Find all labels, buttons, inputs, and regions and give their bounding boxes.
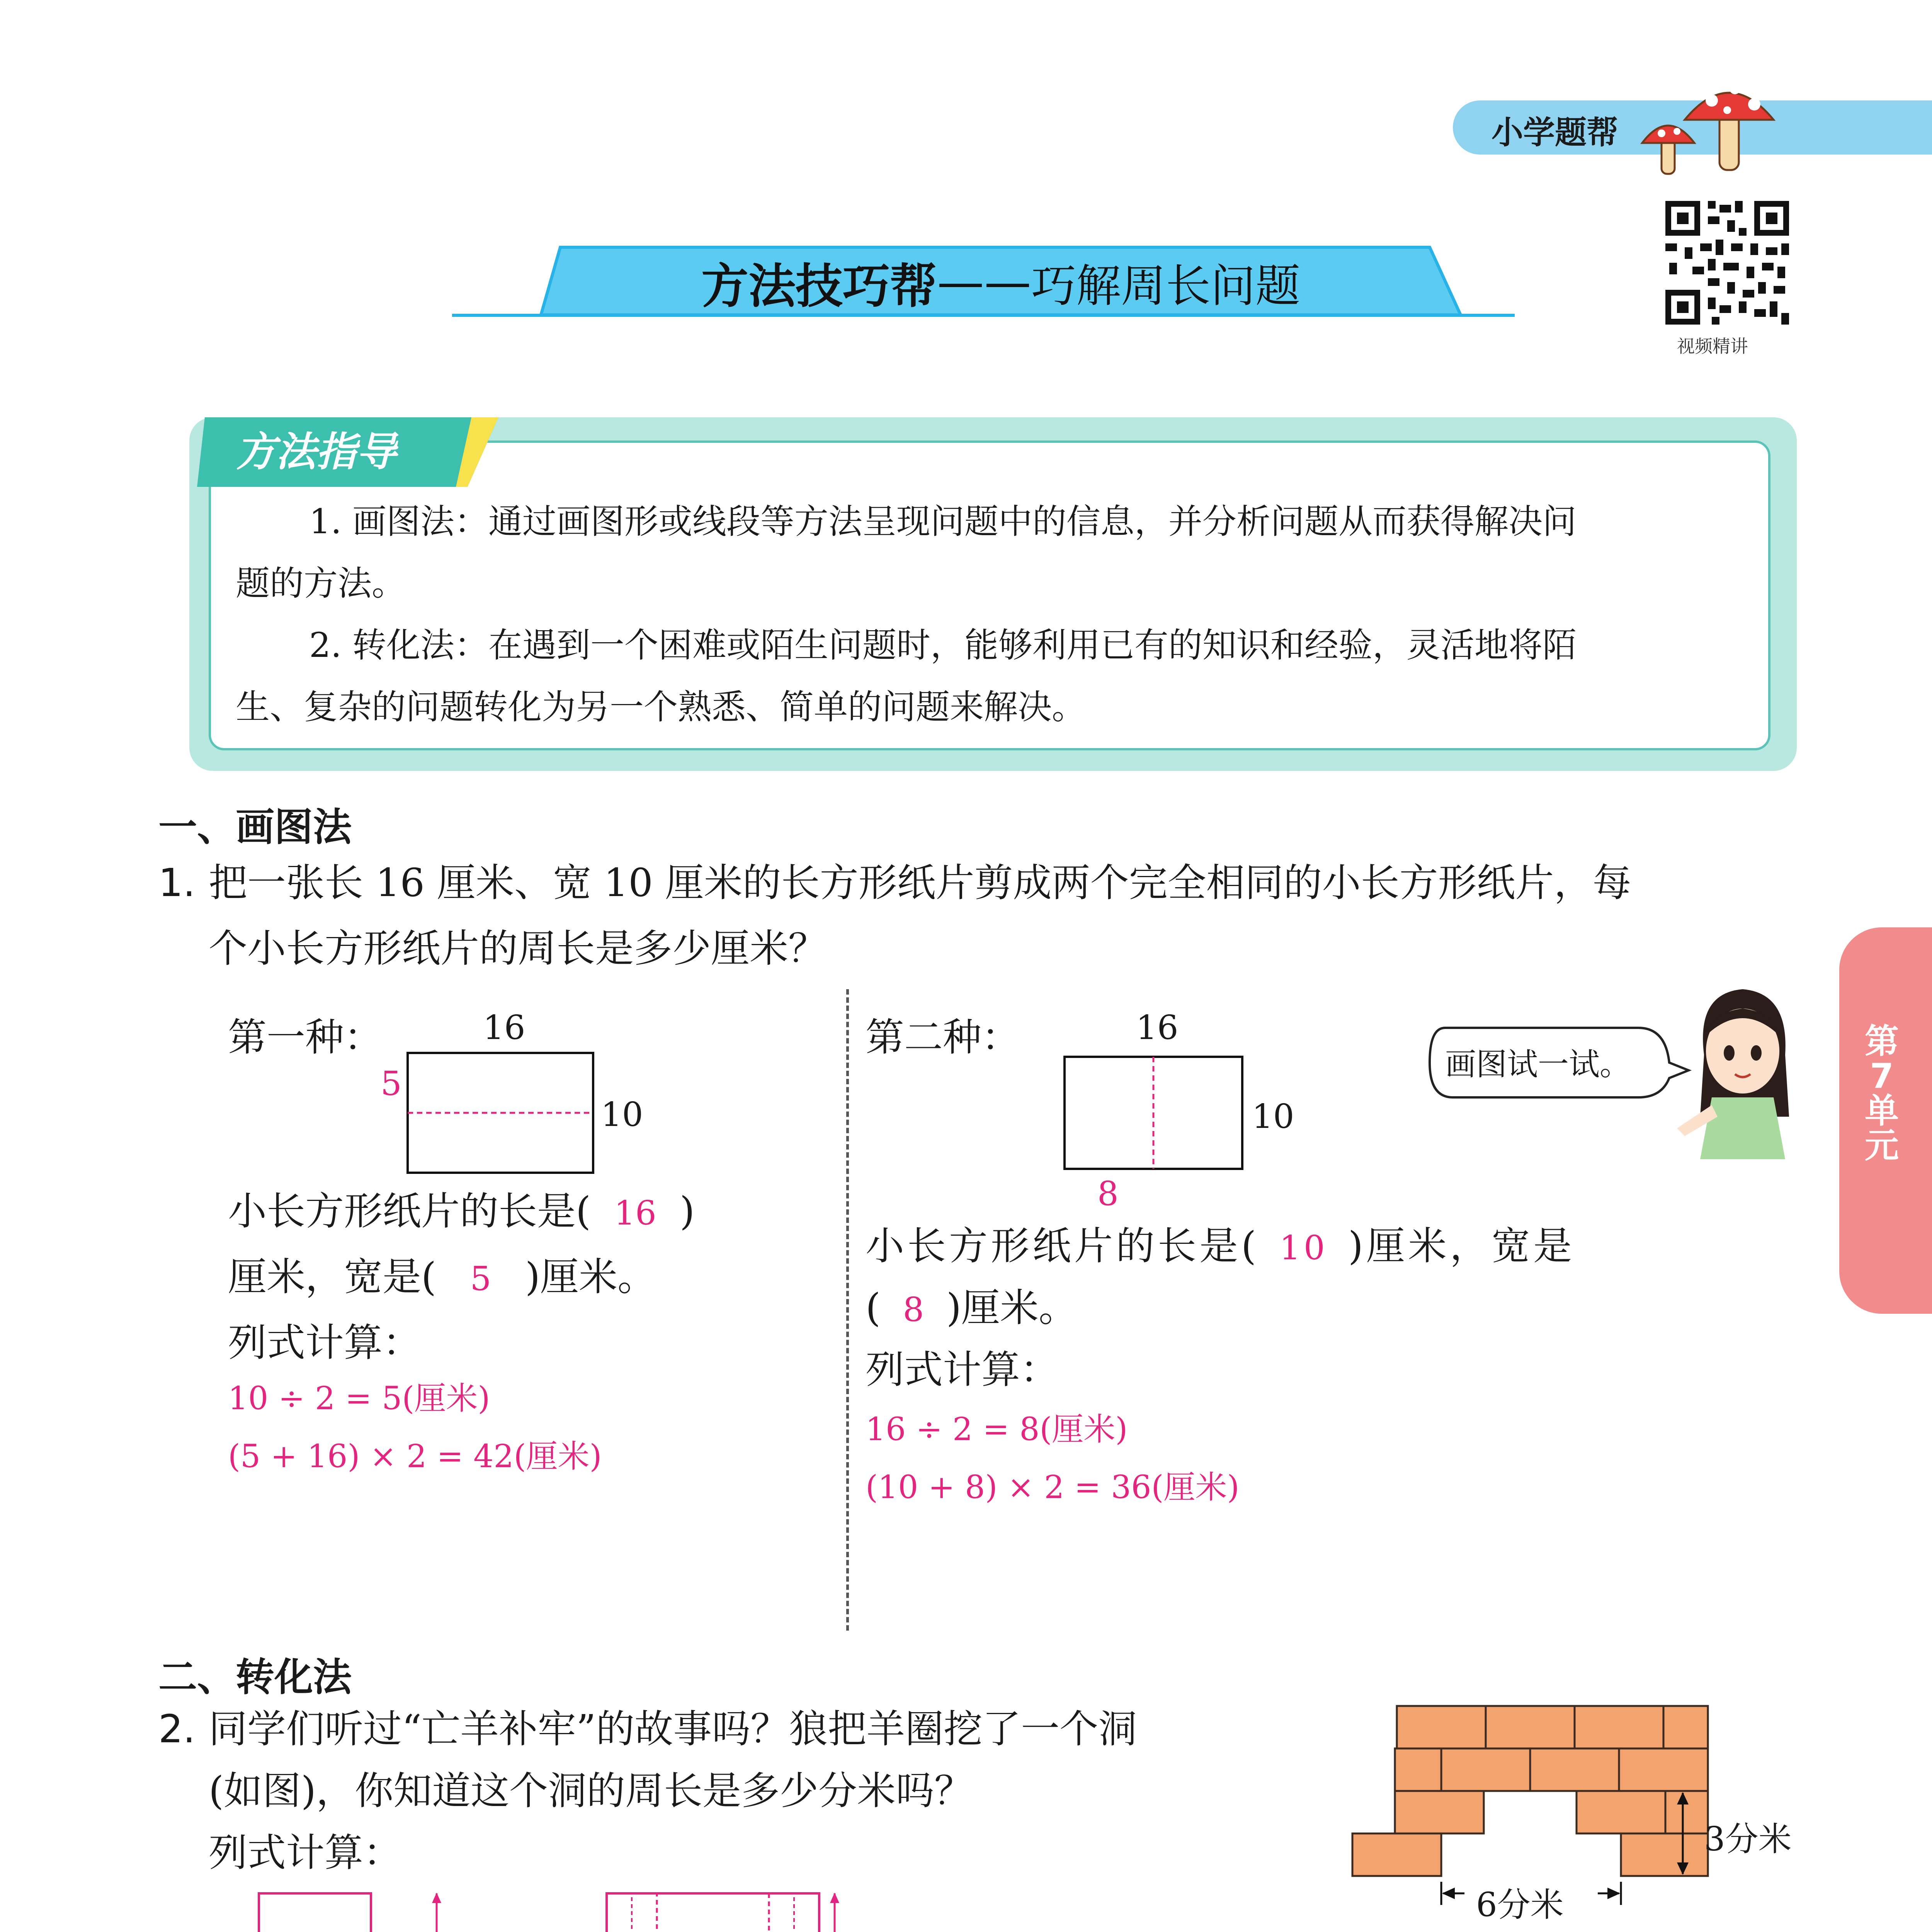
- girl-illustration-icon: [1662, 978, 1824, 1159]
- guide-paragraph-2a: 2. 转化法：在遇到一个困难或陌生问题时，能够利用已有的知识和经验，灵活地将陌: [309, 625, 1577, 665]
- q1-right-dim-bottom: 8: [1097, 1175, 1119, 1213]
- q1-line2: 个小长方形纸片的周长是多少厘米？: [209, 926, 827, 971]
- q1-right-rectangle: [1063, 1055, 1244, 1171]
- wall-width-label: 6分米: [1476, 1886, 1564, 1924]
- q1-left-dim-top: 16: [483, 1009, 526, 1047]
- q1-left-dim-right: 10: [601, 1095, 643, 1134]
- title-main: 方法技巧帮: [701, 259, 937, 314]
- section1-heading: 一、画图法: [158, 804, 352, 850]
- q1-right-sentence1: [866, 1217, 1575, 1277]
- q2-sketch-original: [205, 1889, 452, 1932]
- q1-left-dim-left: 5: [381, 1065, 402, 1103]
- title-dash: ——: [937, 255, 1031, 310]
- q1-left-sentence1: [228, 1182, 846, 1242]
- tab-line4: 元: [1864, 1126, 1899, 1165]
- q1-right-sentence2: [866, 1279, 1077, 1339]
- brand-label: 小学题帮: [1492, 114, 1619, 151]
- q2-calc-label: 列式计算：: [209, 1830, 402, 1875]
- q1-right-calc2: (10 + 8) × 2 = 36(厘米): [866, 1469, 1240, 1506]
- q1-right-calc1: 16 ÷ 2 = 8(厘米): [866, 1411, 1128, 1448]
- q1-right-dim-top: 16: [1136, 1009, 1179, 1047]
- q2-line1: 同学们听过“亡羊补牢”的故事吗？狼把羊圈挖了一个洞: [209, 1706, 1137, 1752]
- q1-right-answer-length: 10: [1279, 1229, 1328, 1267]
- q1-left-calc1: 10 ÷ 2 = 5(厘米): [228, 1380, 490, 1417]
- q1-left-answer-width: 5: [470, 1260, 492, 1298]
- q1-left-answer-length: 16: [614, 1194, 656, 1233]
- q1-left-calc2: (5 + 16) × 2 = 42(厘米): [228, 1438, 602, 1475]
- tab-line2: 7: [1870, 1056, 1894, 1096]
- q2-number: 2.: [158, 1706, 196, 1752]
- tab-line1: 第: [1864, 1021, 1899, 1061]
- qr-caption: 视频精讲: [1677, 336, 1748, 357]
- q2-sketch-height-1: [448, 1930, 515, 1932]
- q1-right-answer-width: 8: [903, 1291, 924, 1329]
- guide-paragraph-1b: 题的方法。: [236, 563, 406, 603]
- q1-right-text1b: )厘米，宽是: [1348, 1223, 1575, 1269]
- wall-height-label: 3分米: [1704, 1820, 1792, 1859]
- q1-left-sentence2: [228, 1248, 656, 1308]
- qr-code-icon: [1662, 197, 1793, 328]
- q1-right-dim-right: 10: [1252, 1097, 1294, 1136]
- q1-left-rectangle: [406, 1051, 595, 1175]
- unit-side-tab: [1839, 927, 1932, 1314]
- q1-left-calc-label: 列式计算：: [228, 1320, 421, 1365]
- q1-left-text1a: 小长方形纸片的长是(: [228, 1189, 591, 1234]
- q1-number: 1.: [158, 860, 196, 905]
- guide-paragraph-2b: 生、复杂的问题转化为另一个熟悉、简单的问题来解决。: [236, 687, 1086, 727]
- section2-heading: 二、转化法: [158, 1655, 352, 1700]
- q1-right-label: 第二种：: [866, 1015, 1020, 1060]
- speech-bubble-text: 画图试一试。: [1445, 1046, 1631, 1082]
- q1-right-text2a: (: [866, 1285, 881, 1330]
- guide-paragraph-1a: 1. 画图法：通过画图形或线段等方法呈现问题中的信息，并分析问题从而获得解决问: [309, 502, 1577, 541]
- title-text: [537, 247, 1464, 317]
- q1-left-text2b: )厘米。: [525, 1254, 656, 1299]
- q1-right-text1a: 小长方形纸片的长是(: [866, 1223, 1260, 1269]
- q1-right-text2b: )厘米。: [946, 1285, 1078, 1330]
- q2-sketch-height-2: [846, 1930, 913, 1932]
- q1-line1: 把一张长 16 厘米、宽 10 厘米的长方形纸片剪成两个完全相同的小长方形纸片，每: [209, 860, 1631, 905]
- q2-sketch-transformed: [603, 1889, 850, 1932]
- mushroom-logo-icon: [1634, 66, 1789, 182]
- guide-badge: 方法指导: [236, 428, 397, 475]
- column-divider: [846, 989, 849, 1631]
- q1-left-text2a: 厘米，宽是(: [228, 1254, 437, 1299]
- title-sub: 巧解周长问题: [1031, 260, 1300, 312]
- q2-line2: (如图)，你知道这个洞的周长是多少分米吗？: [209, 1768, 973, 1813]
- q1-left-label: 第一种：: [228, 1015, 383, 1060]
- q1-left-text1b: ): [680, 1189, 695, 1234]
- tab-line3: 单: [1864, 1091, 1899, 1131]
- q1-right-calc-label: 列式计算：: [866, 1347, 1059, 1392]
